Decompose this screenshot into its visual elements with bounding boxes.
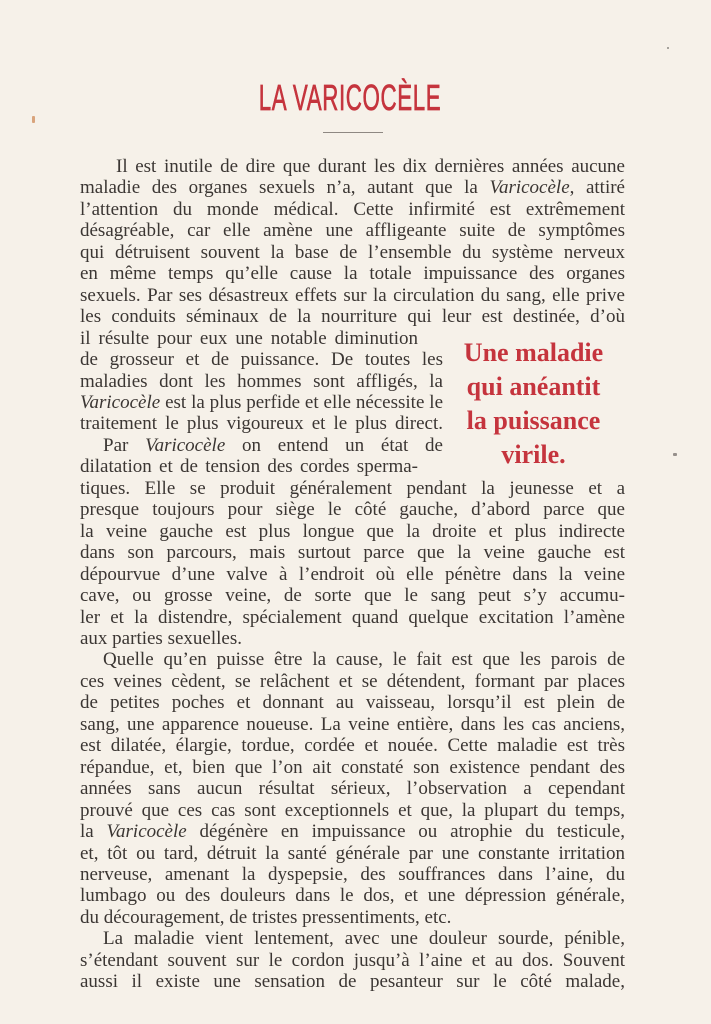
text-line — [80, 199, 625, 220]
text-run: est la plus perfide et elle nécessite le — [160, 391, 443, 413]
text-line — [80, 285, 625, 306]
italic-term: Varicocèle — [80, 391, 161, 413]
text-line — [80, 306, 625, 327]
body-text — [80, 156, 625, 993]
text-line — [80, 907, 625, 928]
text-line — [80, 585, 625, 606]
scan-speck — [673, 453, 677, 456]
text-line — [80, 607, 625, 628]
text-run: ler et la distendre, spécialement quand quelque excitation l’amène — [80, 606, 625, 628]
text-line — [80, 950, 625, 971]
text-run: Quelle qu’en puisse être la cause, le fait est que les parois de — [103, 649, 625, 671]
text-run: La maladie vient lentement, avec une douleur sourde, pénible, — [103, 928, 625, 950]
text-run: l’attention du monde médical. Cette infirmité est extrêmement — [80, 198, 625, 220]
text-run: dépourvue d’une valve à l’endroit où elle pénètre dans la veine — [80, 563, 625, 585]
text-line — [80, 800, 625, 821]
text-line — [80, 692, 625, 713]
text-line — [80, 263, 625, 284]
margin-note-line: qui anéantit — [466, 372, 601, 401]
text-line — [80, 521, 625, 542]
text-line — [80, 885, 625, 906]
text-run: Par — [103, 434, 146, 456]
text-line — [80, 156, 625, 177]
text-run: les conduits séminaux de la nourriture qui leur est destinée, d’où — [80, 306, 625, 328]
text-run: dégénère en impuissance ou atrophie du testicule, — [186, 821, 625, 843]
title-rule — [323, 132, 383, 133]
italic-term: Varicocèle — [489, 177, 570, 199]
text-run: ces veines cèdent, se relâchent et se détendent, formant par places — [80, 670, 625, 692]
text-line — [80, 843, 625, 864]
text-line — [80, 392, 443, 413]
text-run: dilatation et de tension des cordes sperma- — [80, 456, 418, 478]
text-run: en même temps qu’elle cause la totale impuissance des organes — [80, 263, 625, 285]
text-line — [80, 757, 625, 778]
text-run: Il est inutile de dire que durant les dix dernières années aucune — [116, 156, 625, 177]
text-run: années sans aucun résultat sérieux, l’observation a cependant — [80, 778, 625, 800]
text-run: presque toujours pour siège le côté gauche, d’abord parce que — [80, 499, 625, 521]
text-line — [80, 478, 625, 499]
text-line — [80, 542, 625, 563]
text-line — [80, 628, 625, 649]
text-run: , attiré — [569, 177, 625, 199]
margin-note — [455, 336, 612, 472]
italic-term: Varicocèle — [145, 434, 226, 456]
text-run: du découragement, de tristes pressentiments, etc. — [80, 906, 452, 928]
italic-term: Varicocèle — [106, 821, 187, 843]
text-line — [80, 821, 625, 842]
text-run: cave, ou grosse veine, de sorte que le sang peut s’y accumu- — [80, 585, 625, 607]
paragraph — [80, 928, 625, 992]
text-run: de grosseur et de puissance. De toutes les — [80, 349, 443, 371]
text-line — [80, 328, 418, 349]
text-line — [80, 649, 625, 670]
text-run: et, tôt ou tard, détruit la santé générale par une constante irritation — [80, 842, 625, 864]
text-run: qui détruisent souvent la base de l’ensemble du système nerveux — [80, 241, 625, 263]
margin-note-line: virile. — [501, 440, 566, 469]
text-run: prouvé que ces cas sont exceptionnels et que, la plupart du temps, — [80, 799, 625, 821]
text-line — [80, 864, 625, 885]
text-line — [80, 499, 625, 520]
text-run: répandue, et, bien que l’on ait constaté son existence pendant des — [80, 756, 625, 778]
paragraph — [80, 649, 625, 928]
text-run: maladie des organes sexuels n’a, autant que la — [80, 177, 490, 199]
page-title: LA VARICOCÈLE — [258, 77, 442, 118]
text-line — [80, 435, 443, 456]
margin-note-line: la puissance — [466, 406, 601, 435]
text-line — [80, 971, 625, 992]
text-run: désagréable, car elle amène une affligeante suite de symptômes — [80, 220, 625, 242]
text-line — [80, 456, 418, 477]
text-run: sexuels. Par ses désastreux effets sur la circulation du sang, elle prive — [80, 284, 625, 306]
scan-speck — [32, 116, 35, 123]
text-run: traitement le plus vigoureux et le plus direct. — [80, 413, 443, 435]
text-line — [80, 371, 443, 392]
text-run: tiques. Elle se produit généralement pendant la jeunesse et a — [80, 477, 625, 499]
text-line — [80, 177, 625, 198]
scan-speck — [667, 47, 669, 49]
text-run: la — [80, 821, 107, 843]
text-run: de petites poches et donnant au vaisseau, lorsqu’il est plein de — [80, 692, 625, 714]
text-line — [80, 714, 625, 735]
text-run: aux parties sexuelles. — [80, 627, 242, 649]
text-run: est dilatée, élargie, tordue, cordée et nouée. Cette maladie est très — [80, 735, 625, 757]
text-line — [80, 242, 625, 263]
text-run: on entend un état de — [225, 434, 443, 456]
text-run: maladies dont les hommes sont affligés, la — [80, 370, 443, 392]
text-line — [80, 671, 625, 692]
text-line — [80, 778, 625, 799]
text-line — [80, 349, 443, 370]
text-run: dans son parcours, mais surtout parce que la veine gauche est — [80, 542, 625, 564]
text-run: s’étendant souvent sur le cordon jusqu’à l’aine et au dos. Souvent — [80, 949, 625, 971]
text-run: lumbago ou des douleurs dans le dos, et une dépression générale, — [80, 885, 625, 907]
text-run: nerveuse, amenant la dyspepsie, des souffrances dans l’aine, du — [80, 863, 625, 885]
text-run: aussi il existe une sensation de pesanteur sur le côté malade, — [80, 971, 625, 993]
text-line — [80, 928, 625, 949]
text-line — [80, 564, 625, 585]
text-line — [80, 220, 625, 241]
text-run: sang, une apparence noueuse. La veine entière, dans les cas anciens, — [80, 713, 625, 735]
text-line — [80, 413, 443, 434]
text-line — [80, 735, 625, 756]
text-run: la veine gauche est plus longue que la droite et plus indirecte — [80, 520, 625, 542]
margin-note-line: Une maladie — [463, 338, 604, 367]
text-run: il résulte pour eux une notable diminution — [80, 327, 418, 349]
